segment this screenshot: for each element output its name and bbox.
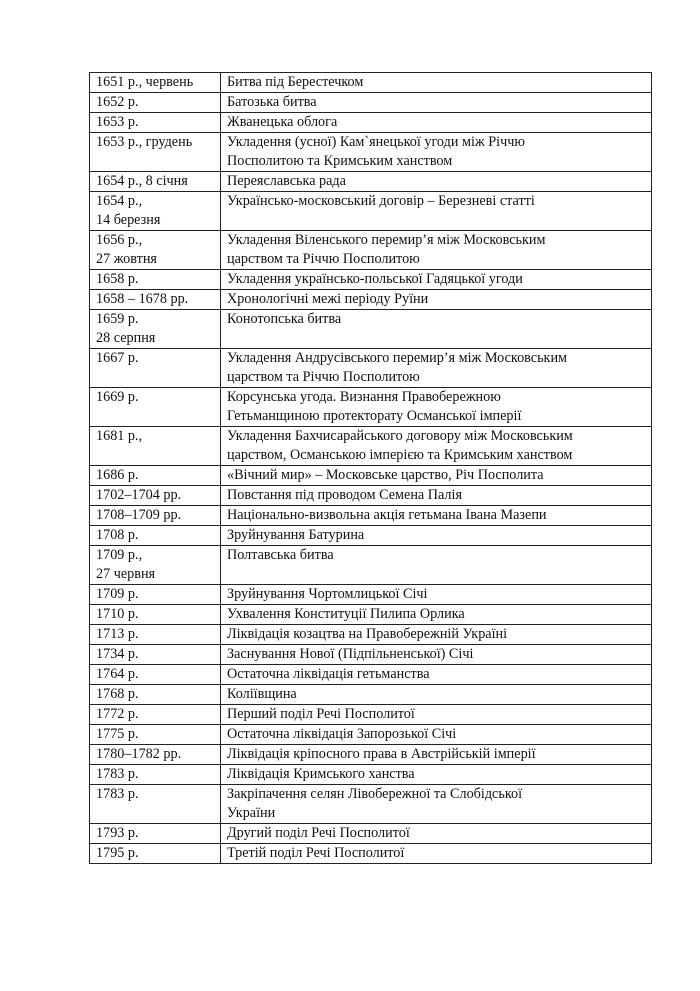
- event-cell: Ліквідація Кримського ханства: [221, 765, 652, 785]
- table-row: [90, 466, 652, 486]
- event-cell: Заснування Нової (Підпільненської) Січі: [221, 645, 652, 665]
- date-cell: 1734 р.: [90, 645, 221, 665]
- event-cell: Ліквідація козацтва на Правобережній Україні: [221, 625, 652, 645]
- event-cell: Українсько-московський договір – Березневі статті: [221, 192, 652, 231]
- table-row: [90, 765, 652, 785]
- table-row: [90, 705, 652, 725]
- event-cell: Закріпачення селян Лівобережної та Слобідської України: [221, 785, 652, 824]
- date-cell: 1793 р.: [90, 824, 221, 844]
- event-cell: «Вічний мир» – Московське царство, Річ Посполита: [221, 466, 652, 486]
- table-row: [90, 546, 652, 585]
- date-cell: 1653 р., грудень: [90, 133, 221, 172]
- date-cell: 1658 – 1678 рр.: [90, 290, 221, 310]
- date-cell: 1713 р.: [90, 625, 221, 645]
- table-row: [90, 685, 652, 705]
- event-cell: Зруйнування Чортомлицької Січі: [221, 585, 652, 605]
- event-cell: Третій поділ Речі Посполитої: [221, 844, 652, 864]
- event-cell: Коліївщина: [221, 685, 652, 705]
- event-cell: Зруйнування Батурина: [221, 526, 652, 546]
- event-cell: Ухвалення Конституції Пилипа Орлика: [221, 605, 652, 625]
- date-cell: 1652 р.: [90, 93, 221, 113]
- date-cell: 1681 р.,: [90, 427, 221, 466]
- table-row: [90, 526, 652, 546]
- date-cell: 1654 р., 14 березня: [90, 192, 221, 231]
- event-cell: Переяславська рада: [221, 172, 652, 192]
- date-cell: 1708–1709 рр.: [90, 506, 221, 526]
- event-cell: Повстання під проводом Семена Палія: [221, 486, 652, 506]
- date-cell: 1795 р.: [90, 844, 221, 864]
- table-row: [90, 93, 652, 113]
- date-cell: 1708 р.: [90, 526, 221, 546]
- date-cell: 1651 р., червень: [90, 73, 221, 93]
- chronology-table: [89, 72, 652, 864]
- event-cell: Битва під Берестечком: [221, 73, 652, 93]
- table-row: [90, 785, 652, 824]
- date-cell: 1659 р. 28 серпня: [90, 310, 221, 349]
- date-cell: 1702–1704 рр.: [90, 486, 221, 506]
- date-cell: 1669 р.: [90, 388, 221, 427]
- table-row: [90, 349, 652, 388]
- date-cell: 1658 р.: [90, 270, 221, 290]
- table-row: [90, 388, 652, 427]
- table-row: [90, 725, 652, 745]
- event-cell: Укладення (усної) Кам`янецької угоди між Річчю Посполитою та Кримським ханством: [221, 133, 652, 172]
- table-row: [90, 290, 652, 310]
- date-cell: 1764 р.: [90, 665, 221, 685]
- date-cell: 1768 р.: [90, 685, 221, 705]
- table-row: [90, 486, 652, 506]
- event-cell: Жванецька облога: [221, 113, 652, 133]
- date-cell: 1775 р.: [90, 725, 221, 745]
- event-cell: Укладення українсько-польської Гадяцької угоди: [221, 270, 652, 290]
- table-row: [90, 231, 652, 270]
- table-row: [90, 172, 652, 192]
- table-row: [90, 625, 652, 645]
- table-row: [90, 665, 652, 685]
- table-row: [90, 427, 652, 466]
- date-cell: 1709 р., 27 червня: [90, 546, 221, 585]
- chronology-table-body: [90, 73, 652, 864]
- table-row: [90, 824, 652, 844]
- event-cell: Корсунська угода. Визнання Правобережною Гетьманщиною протекторату Османської імперії: [221, 388, 652, 427]
- date-cell: 1656 р., 27 жовтня: [90, 231, 221, 270]
- event-cell: Полтавська битва: [221, 546, 652, 585]
- event-cell: Перший поділ Речі Посполитої: [221, 705, 652, 725]
- event-cell: Укладення Бахчисарайського договору між Московським царством, Османською імперією та Кримським ханством: [221, 427, 652, 466]
- date-cell: 1710 р.: [90, 605, 221, 625]
- date-cell: 1783 р.: [90, 785, 221, 824]
- event-cell: Остаточна ліквідація гетьманства: [221, 665, 652, 685]
- date-cell: 1686 р.: [90, 466, 221, 486]
- event-cell: Укладення Віленського перемир’я між Московським царством та Річчю Посполитою: [221, 231, 652, 270]
- date-cell: 1667 р.: [90, 349, 221, 388]
- table-row: [90, 310, 652, 349]
- date-cell: 1654 р., 8 січня: [90, 172, 221, 192]
- event-cell: Національно-визвольна акція гетьмана Івана Мазепи: [221, 506, 652, 526]
- event-cell: Другий поділ Речі Посполитої: [221, 824, 652, 844]
- table-row: [90, 605, 652, 625]
- table-row: [90, 585, 652, 605]
- table-row: [90, 506, 652, 526]
- event-cell: Хронологічні межі періоду Руїни: [221, 290, 652, 310]
- event-cell: Укладення Андрусівського перемир’я між Московським царством та Річчю Посполитою: [221, 349, 652, 388]
- date-cell: 1783 р.: [90, 765, 221, 785]
- date-cell: 1772 р.: [90, 705, 221, 725]
- event-cell: Остаточна ліквідація Запорозької Січі: [221, 725, 652, 745]
- table-row: [90, 192, 652, 231]
- table-row: [90, 73, 652, 93]
- table-row: [90, 133, 652, 172]
- table-row: [90, 745, 652, 765]
- event-cell: Батозька битва: [221, 93, 652, 113]
- date-cell: 1653 р.: [90, 113, 221, 133]
- table-row: [90, 844, 652, 864]
- event-cell: Конотопська битва: [221, 310, 652, 349]
- event-cell: Ліквідація кріпосного права в Австрійській імперії: [221, 745, 652, 765]
- table-row: [90, 645, 652, 665]
- date-cell: 1780–1782 рр.: [90, 745, 221, 765]
- date-cell: 1709 р.: [90, 585, 221, 605]
- table-row: [90, 113, 652, 133]
- table-row: [90, 270, 652, 290]
